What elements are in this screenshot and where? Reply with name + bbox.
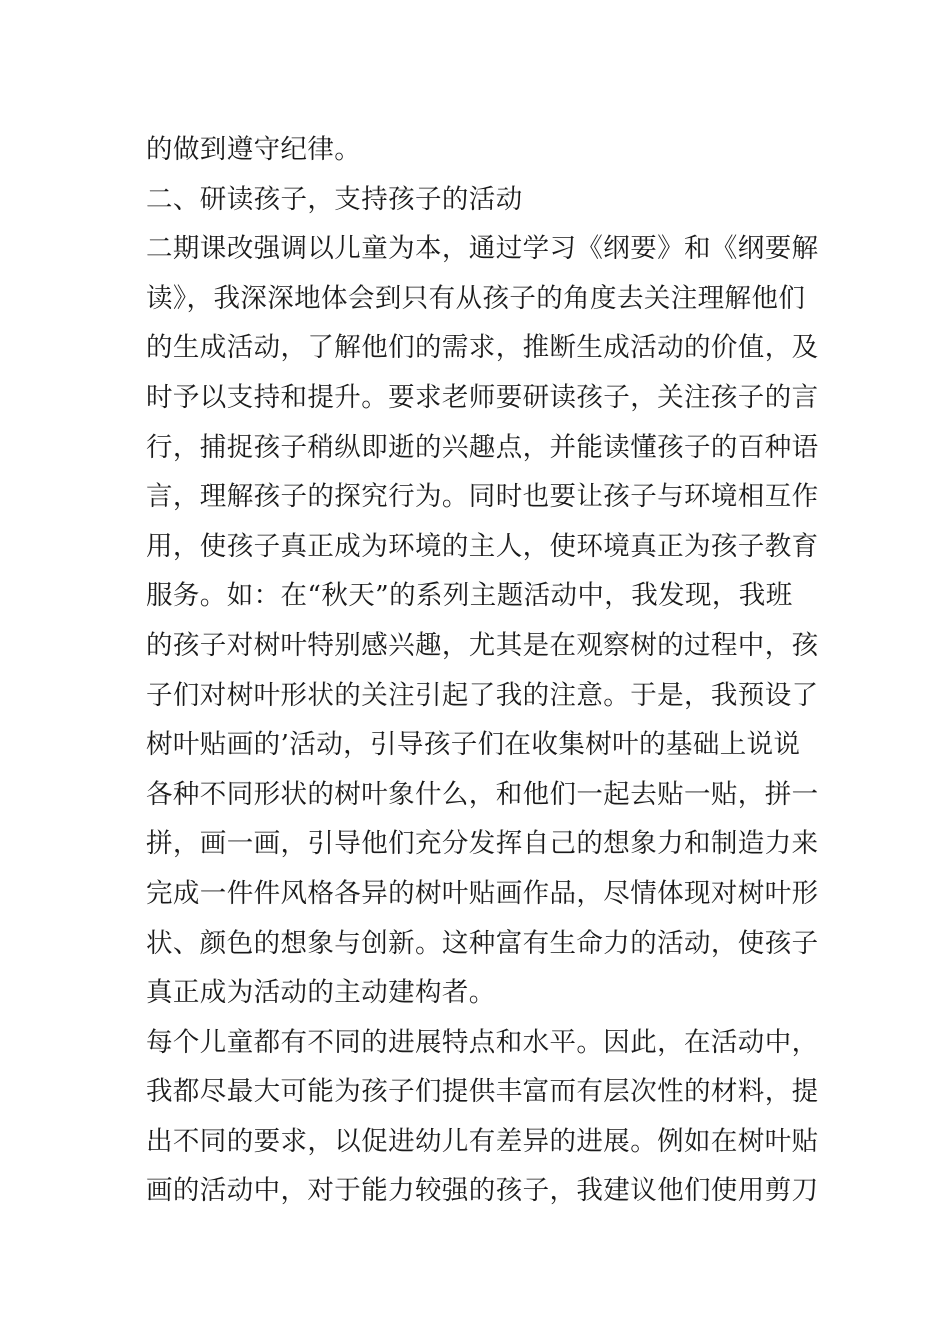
text-line: 行，捕捉孩子稍纵即逝的兴趣点，并能读懂孩子的百种语	[146, 431, 819, 463]
text-line: 的做到遵守纪律。	[146, 134, 362, 165]
text-line: 读》，我深深地体会到只有从孩子的角度去关注理解他们	[146, 282, 806, 314]
text-line: 二期课改强调以儿童为本，通过学习《纲要》和《纲要解	[146, 233, 819, 265]
text-line: 完成一件件风格各异的树叶贴画作品，尽情体现对树叶形	[146, 877, 819, 909]
text-line: 子们对树叶形状的关注引起了我的注意。于是，我预设了	[146, 679, 819, 711]
text-line: 拼，画一画，引导他们充分发挥自己的想象力和制造力来	[146, 828, 819, 860]
text-line: 服务。如：在“秋天”的系列主题活动中，我发现，我班	[146, 580, 793, 612]
text-line: 真正成为活动的主动建构者。	[146, 977, 496, 1009]
section-heading: 二、研读孩子，支持孩子的活动	[146, 183, 523, 215]
text-line: 我都尽最大可能为孩子们提供丰富而有层次性的材料，提	[146, 1076, 819, 1108]
text-line: 出不同的要求，以促进幼儿有差异的进展。例如在树叶贴	[146, 1125, 819, 1157]
text-line: 的生成活动，了解他们的需求，推断生成活动的价值，及	[146, 332, 819, 364]
text-line: 画的活动中，对于能力较强的孩子，我建议他们使用剪刀	[146, 1175, 819, 1207]
text-line: 每个儿童都有不同的进展特点和水平。因此，在活动中，	[146, 1026, 819, 1058]
text-line: 树叶贴画的’活动，引导孩子们在收集树叶的基础上说说	[146, 729, 801, 761]
text-line: 言，理解孩子的探究行为。同时也要让孩子与环境相互作	[146, 481, 819, 513]
text-line: 用，使孩子真正成为环境的主人，使环境真正为孩子教育	[146, 530, 819, 562]
text-line: 状、颜色的想象与创新。这种富有生命力的活动，使孩子	[146, 927, 819, 959]
text-line: 时予以支持和提升。要求老师要研读孩子，关注孩子的言	[146, 381, 819, 413]
text-line: 各种不同形状的树叶象什么，和他们一起去贴一贴，拼一	[146, 778, 819, 810]
body-text	[146, 125, 819, 1216]
text-line: 的孩子对树叶特别感兴趣，尤其是在观察树的过程中，孩	[146, 629, 819, 661]
